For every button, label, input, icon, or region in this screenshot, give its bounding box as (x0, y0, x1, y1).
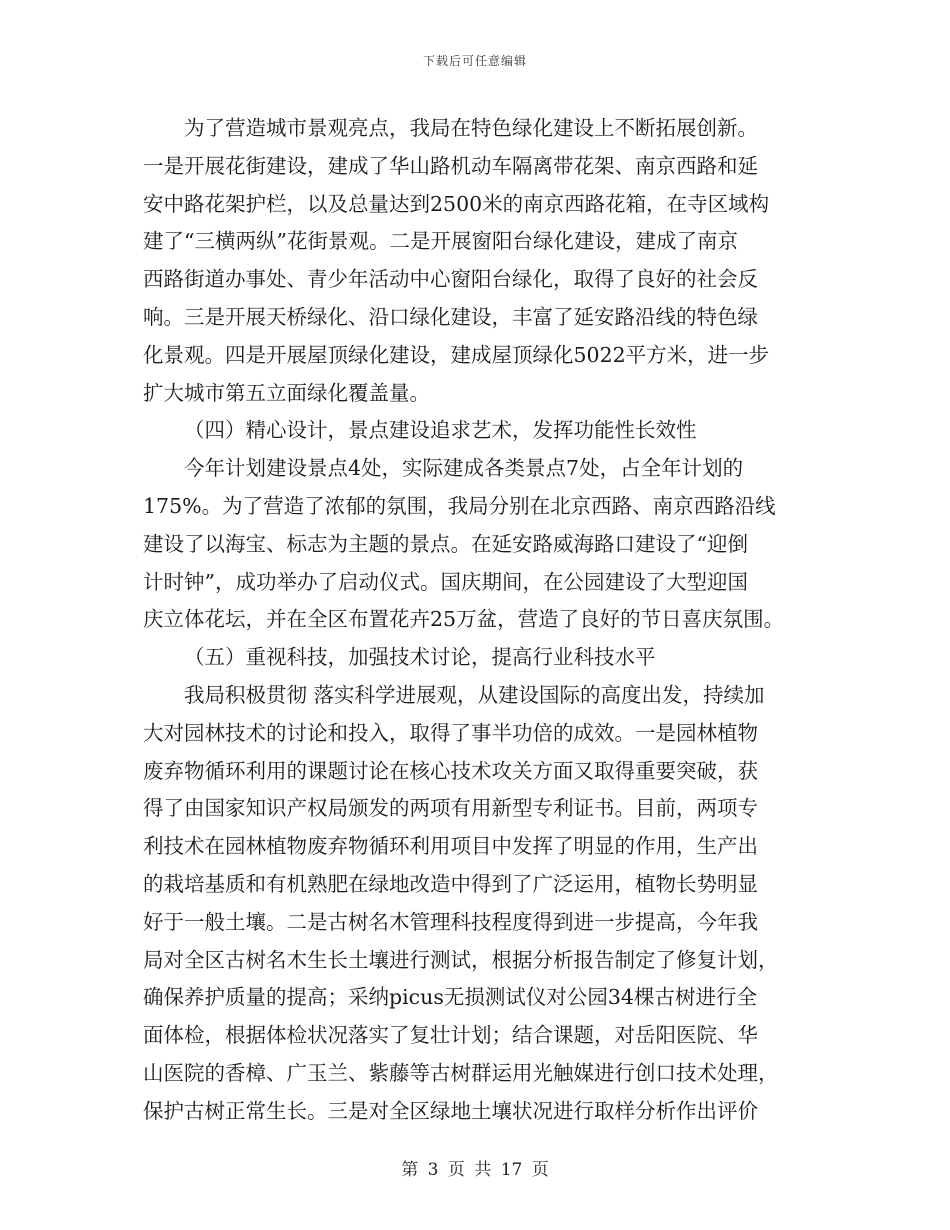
body-line: 大对园林技术的讨论和投入，取得了事半功倍的成效。一是园林植物 (143, 720, 758, 745)
body-line: 山医院的香樟、广玉兰、紫藤等古树群运用光触媒进行创口技术处理， (143, 1060, 779, 1085)
body-line: 计时钟”，成功举办了启动仪式。国庆期间，在公园建设了大型迎国 (143, 569, 748, 594)
body-line: 局对全区古树名木生长土壤进行测试，根据分析报告制定了修复计划， (143, 947, 779, 972)
body-line: 175%。为了营造了浓郁的氛围，我局分别在北京西路、南京西路沿线 (143, 493, 776, 518)
body-line: 确保养护质量的提高；采纳picus无损测试仪对公园34棵古树进行全 (143, 985, 757, 1010)
page-header: 下载后可任意编辑 (422, 54, 527, 68)
body-line: 响。三是开展天桥绿化、沿口绿化建设，丰富了延安路沿线的特色绿 (143, 304, 758, 329)
body-line: 我局积极贯彻 落实科学进展观，从建设国际的高度出发，持续加 (184, 682, 765, 707)
body-line: 扩大城市第五立面绿化覆盖量。 (143, 380, 430, 405)
body-line: 建了“三横两纵”花街景观。二是开展窗阳台绿化建设，建成了南京 (143, 229, 738, 254)
body-line: 一是开展花街建设，建成了华山路机动车隔离带花架、南京西路和延 (143, 153, 758, 178)
body-line: 今年计划建设景点4处，实际建成各类景点7处，占全年计划的 (184, 456, 744, 481)
body-line: 好于一般土壤。二是古树名木管理科技程度得到进一步提高，今年我 (143, 909, 758, 934)
body-line: 化景观。四是开展屋顶绿化建设，建成屋顶绿化5022平方米，进一步 (143, 342, 770, 367)
section-heading: （五）重视科技，加强技术讨论，提高行业科技水平 (184, 645, 656, 670)
body-line: 建设了以海宝、标志为主题的景点。在延安路威海路口建设了“迎倒 (143, 531, 748, 556)
body-line: 为了营造城市景观亮点，我局在特色绿化建设上不断拓展创新。 (184, 116, 758, 140)
body-line: 面体检，根据体检状况落实了复壮计划；结合课题，对岳阳医院、华 (143, 1023, 758, 1048)
section-heading: （四）精心设计，景点建设追求艺术，发挥功能性长效性 (184, 418, 697, 443)
page-number-footer: 第 3 页 共 17 页 (401, 1160, 549, 1180)
body-line: 西路街道办事处、青少年活动中心窗阳台绿化，取得了良好的社会反 (143, 267, 758, 292)
body-line: 利技术在园林植物废弃物循环利用项目中发挥了明显的作用，生产出 (143, 834, 758, 859)
body-line: 安中路花架护栏，以及总量达到2500米的南京西路花箱，在寺区域构 (143, 191, 770, 216)
document-body (143, 110, 801, 1131)
body-line: 废弃物循环利用的课题讨论在核心技术攻关方面又取得重要突破，获 (143, 758, 758, 783)
body-line: 庆立体花坛，并在全区布置花卉25万盆，营造了良好的节日喜庆氛围。 (143, 607, 785, 632)
body-line: 保护古树正常生长。三是对全区绿地土壤状况进行取样分析作出评价 (143, 1098, 758, 1123)
body-line: 的栽培基质和有机熟肥在绿地改造中得到了广泛运用，植物长势明显 (143, 871, 758, 896)
body-line: 得了由国家知识产权局颁发的两项有用新型专利证书。目前，两项专 (143, 796, 758, 821)
